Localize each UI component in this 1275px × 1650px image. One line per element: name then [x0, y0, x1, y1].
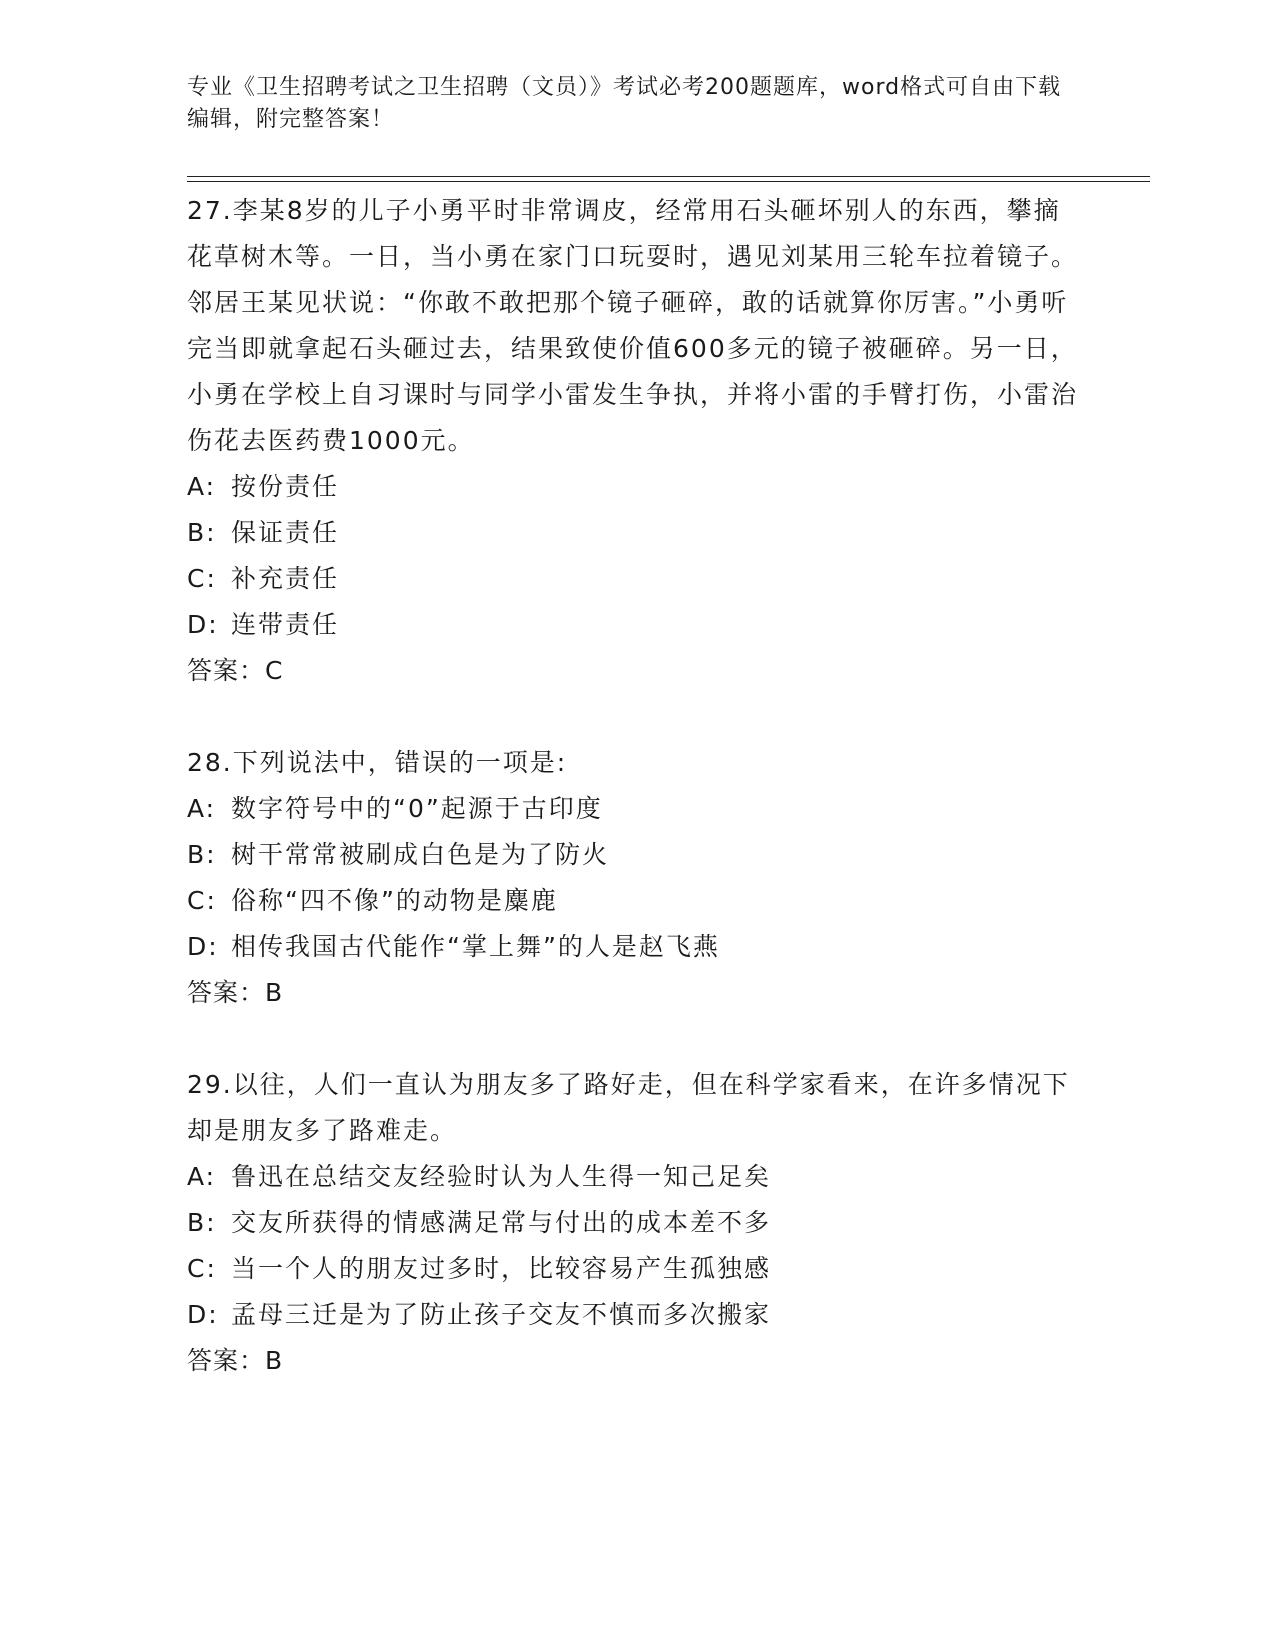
answer-line — [187, 648, 1087, 694]
answer-value: B — [265, 978, 284, 1007]
option-key: A: — [187, 794, 217, 823]
option-text: 补充责任 — [231, 564, 340, 593]
answer-label: 答案： — [187, 1346, 266, 1375]
spacer — [187, 1016, 1087, 1062]
option-c — [187, 1246, 1087, 1292]
answer-label: 答案： — [187, 978, 266, 1007]
answer-line — [187, 970, 1087, 1016]
answer-value: B — [265, 1346, 284, 1375]
option-key: D: — [187, 1300, 219, 1329]
option-text: 交友所获得的情感满足常与付出的成本差不多 — [231, 1208, 772, 1237]
option-key: C: — [187, 1254, 217, 1283]
question-stem: 28.下列说法中，错误的一项是: — [187, 748, 568, 777]
option-key: D: — [187, 932, 219, 961]
option-c — [187, 878, 1087, 924]
option-key: B: — [187, 840, 217, 869]
option-text: 数字符号中的“0”起源于古印度 — [231, 794, 603, 823]
option-text: 俗称“四不像”的动物是麋鹿 — [231, 886, 558, 915]
option-key: C: — [187, 886, 217, 915]
option-key: B: — [187, 518, 217, 547]
option-key: A: — [187, 472, 217, 501]
answer-line — [187, 1338, 1087, 1384]
option-key: C: — [187, 564, 217, 593]
option-key: A: — [187, 1162, 217, 1191]
option-c — [187, 556, 1087, 602]
question-stem: 27.李某8岁的儿子小勇平时非常调皮，经常用石头砸坏别人的东西，攀摘花草树木等。一日，当小勇在家门口玩耍时，遇见刘某用三轮车拉着镜子。邻居王某见状说：“你敢不敢把那个镜子砸碎，敢的话就算你厉害。”小勇听完当即就拿起石头砸过去，结果致使价值600多元的镜子被砸碎。另一日，小勇在学校上自习课时与同学小雷发生争执，并将小雷的手臂打伤，小雷治伤花去医药费1000元。 — [187, 196, 1079, 455]
option-b — [187, 1200, 1087, 1246]
option-d — [187, 1292, 1087, 1338]
question-list — [187, 188, 1087, 1384]
option-d — [187, 602, 1087, 648]
question-stem: 29.以往，人们一直认为朋友多了路好走，但在科学家看来，在许多情况下却是朋友多了路难走。 — [187, 1070, 1070, 1145]
question-28 — [187, 740, 1087, 1016]
option-key: B: — [187, 1208, 217, 1237]
question-27 — [187, 188, 1087, 694]
option-text: 相传我国古代能作“掌上舞”的人是赵飞燕 — [231, 932, 720, 961]
header-divider-bottom — [187, 181, 1150, 182]
option-d — [187, 924, 1087, 970]
option-key: D: — [187, 610, 219, 639]
option-text: 连带责任 — [231, 610, 340, 639]
option-a — [187, 786, 1087, 832]
header-divider-top — [187, 176, 1150, 177]
option-text: 保证责任 — [231, 518, 340, 547]
document-header: 专业《卫生招聘考试之卫生招聘（文员）》考试必考200题题库，word格式可自由下载编辑，附完整答案！ — [187, 75, 1062, 132]
option-text: 鲁迅在总结交友经验时认为人生得一知己足矣 — [231, 1162, 772, 1191]
option-b — [187, 510, 1087, 556]
answer-label: 答案： — [187, 656, 266, 685]
spacer — [187, 694, 1087, 740]
option-a — [187, 1154, 1087, 1200]
answer-value: C — [265, 656, 284, 685]
question-29 — [187, 1062, 1087, 1384]
option-text: 按份责任 — [231, 472, 340, 501]
option-text: 孟母三迁是为了防止孩子交友不慎而多次搬家 — [231, 1300, 772, 1329]
option-b — [187, 832, 1087, 878]
option-text: 树干常常被刷成白色是为了防火 — [231, 840, 610, 869]
option-a — [187, 464, 1087, 510]
option-text: 当一个人的朋友过多时，比较容易产生孤独感 — [231, 1254, 772, 1283]
